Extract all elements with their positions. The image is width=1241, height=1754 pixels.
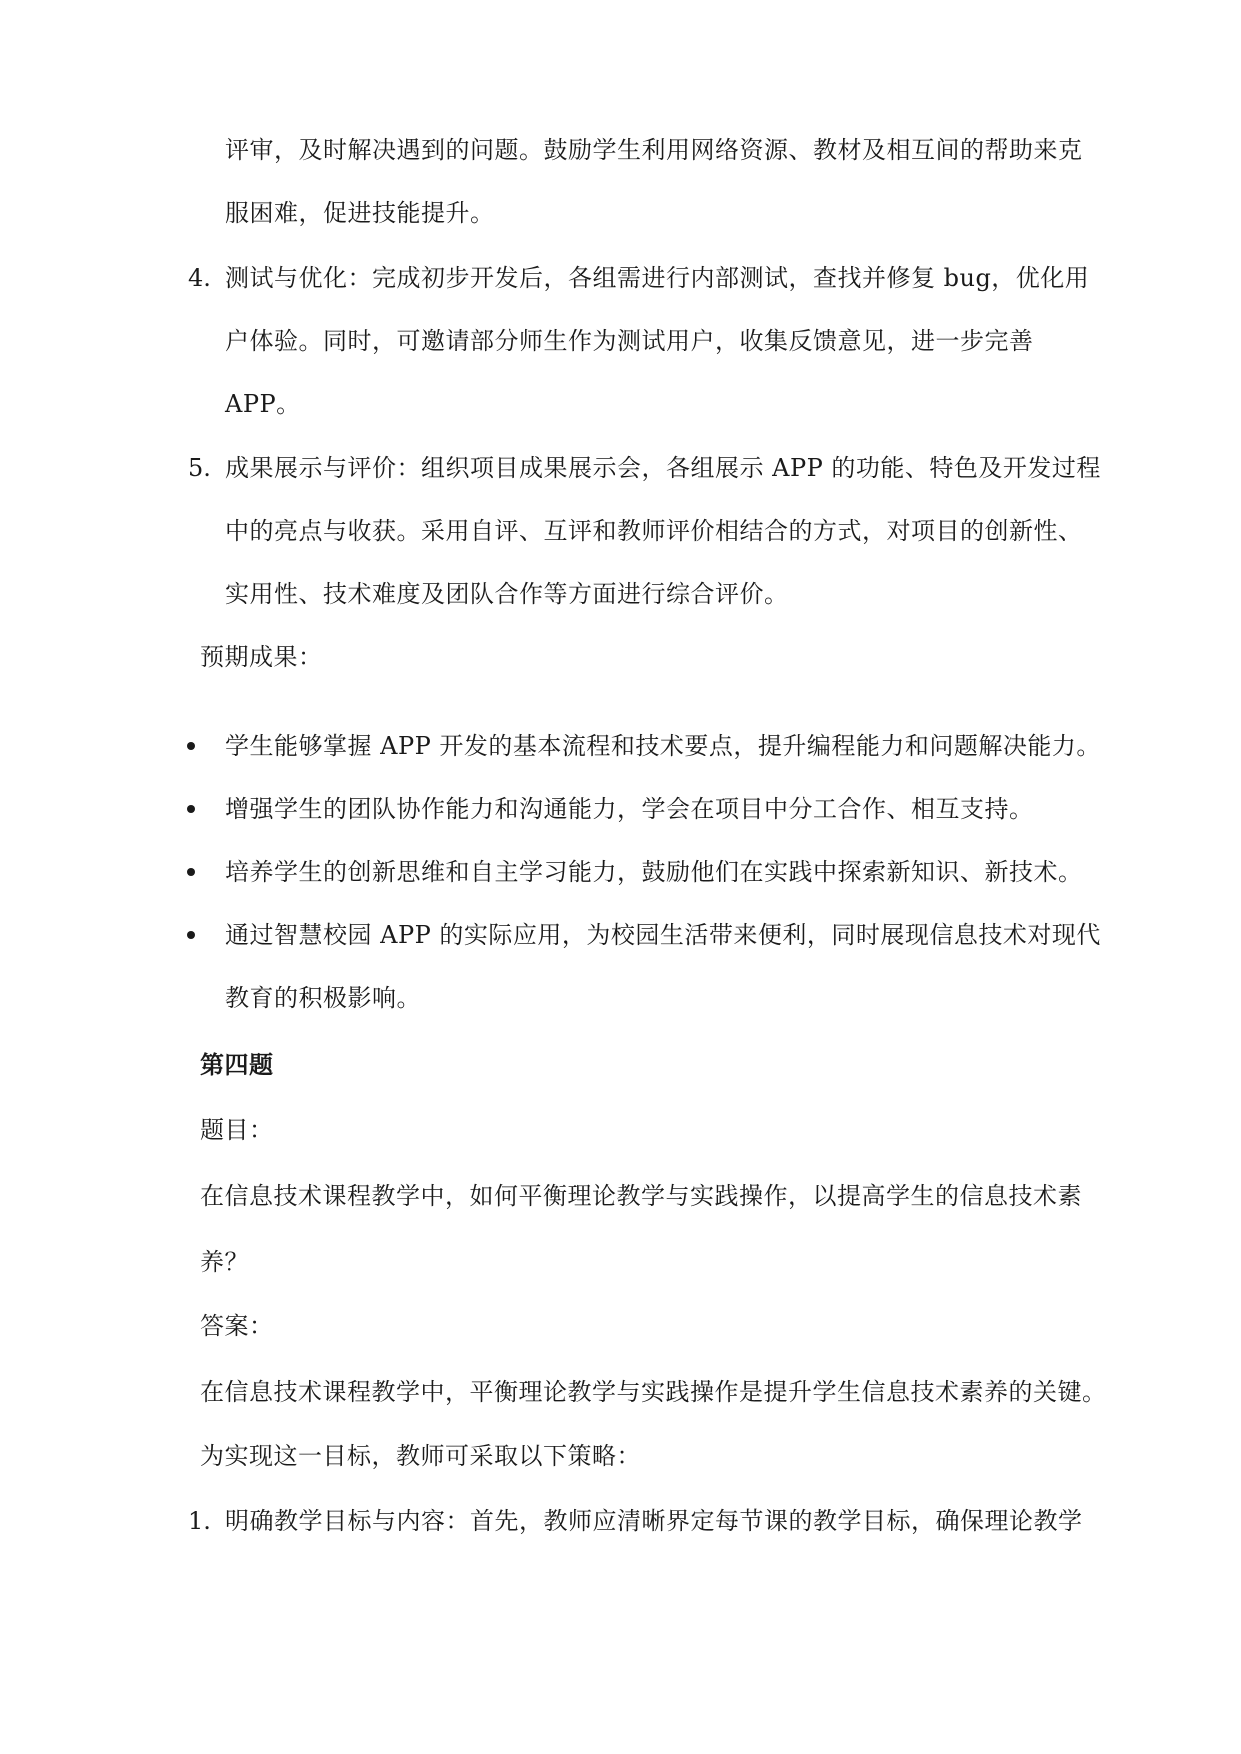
question4-prompt-label: 题目： [200,1116,274,1144]
bullet-4-line1: 通过智慧校园 APP 的实际应用，为校园生活带来便利，同时展现信息技术对现代 [225,921,1101,949]
item5-line1: 成果展示与评价：组织项目成果展示会，各组展示 APP 的功能、特色及开发过程 [225,454,1101,482]
question4-answer-line1: 在信息技术课程教学中，平衡理论教学与实践操作是提升学生信息技术素养的关键。 [200,1378,1107,1406]
bullet-1-line1: 学生能够掌握 APP 开发的基本流程和技术要点，提升编程能力和问题解决能力。 [225,732,1101,760]
bullet-dot-3 [187,868,195,876]
item3-line1: 评审，及时解决遇到的问题。鼓励学生利用网络资源、教材及相互间的帮助来克 [225,136,1083,164]
bullet-3-line1: 培养学生的创新思维和自主学习能力，鼓励他们在实践中探索新知识、新技术。 [225,858,1083,886]
strategy1-line1: 明确教学目标与内容：首先，教师应清晰界定每节课的教学目标，确保理论教学 [225,1507,1083,1535]
bullet-4-line2: 教育的积极影响。 [225,984,421,1012]
question4-title: 第四题 [200,1050,274,1079]
item5-line2: 中的亮点与收获。采用自评、互评和教师评价相结合的方式，对项目的创新性、 [225,517,1083,545]
item4-number: 4. [188,264,211,292]
bullet-dot-1 [187,742,195,750]
question4-prompt-line1: 在信息技术课程教学中，如何平衡理论教学与实践操作，以提高学生的信息技术素 [200,1182,1082,1210]
question4-prompt-line2: 养？ [200,1248,249,1276]
item3-line2: 服困难，促进技能提升。 [225,199,495,227]
item4-line1: 测试与优化：完成初步开发后，各组需进行内部测试，查找并修复 bug，优化用 [225,264,1090,292]
item4-line2: 户体验。同时，可邀请部分师生作为测试用户，收集反馈意见，进一步完善 [225,327,1034,355]
question4-answer-line2: 为实现这一目标，教师可采取以下策略： [200,1442,641,1470]
bullet-2-line1: 增强学生的团队协作能力和沟通能力，学会在项目中分工合作、相互支持。 [225,795,1034,823]
item5-line3: 实用性、技术难度及团队合作等方面进行综合评价。 [225,580,789,608]
item4-line3: APP。 [225,390,301,418]
question4-answer-label: 答案： [200,1312,274,1340]
item5-number: 5. [188,454,211,482]
strategy1-number: 1. [188,1507,211,1535]
expected-results-heading: 预期成果： [200,643,323,671]
bullet-dot-4 [187,931,195,939]
bullet-dot-2 [187,805,195,813]
